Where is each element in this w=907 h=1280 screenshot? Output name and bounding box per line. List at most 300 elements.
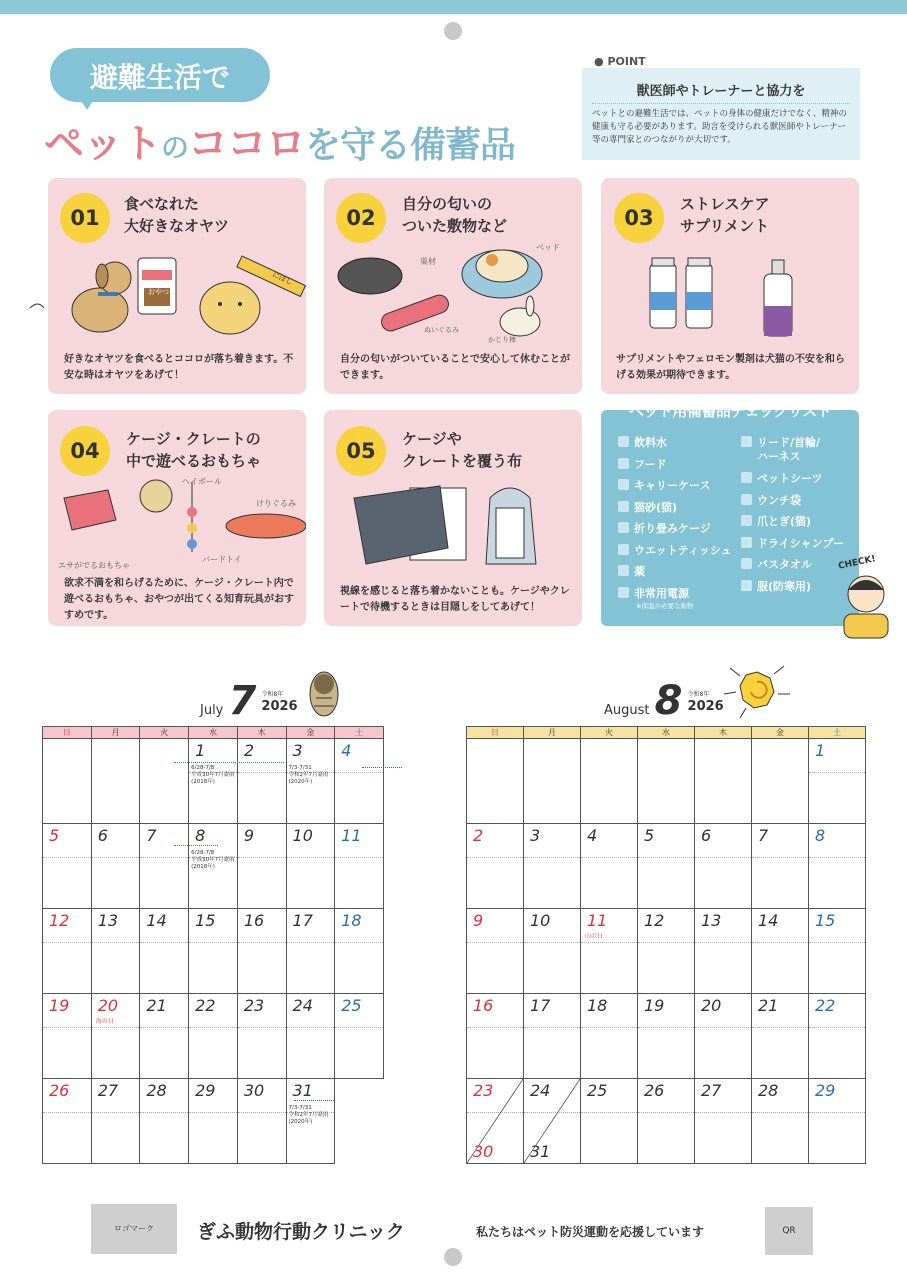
checkbox-icon[interactable]	[618, 522, 629, 533]
card-number: 01	[60, 193, 110, 243]
week-row	[43, 824, 384, 909]
memo-line	[189, 1027, 237, 1028]
treat-toy-icon	[64, 490, 116, 530]
qr-placeholder[interactable]: QR	[765, 1207, 813, 1255]
memo-line	[809, 942, 865, 943]
day-cell[interactable]	[467, 1079, 524, 1164]
card-body: 視線を感じると落ち着かないことも。ケージやクレートで待機するときは目隠しをしてあげて！	[340, 586, 570, 613]
holiday-label: 山の日	[585, 933, 604, 940]
week-row	[467, 909, 866, 994]
checkbox-icon[interactable]	[741, 580, 752, 591]
weekday-thu: 木	[237, 727, 286, 739]
card-title: ケージや クレートを覆う布	[402, 430, 523, 470]
weekday-fri: 金	[286, 727, 335, 739]
title-part-pet: ペット	[44, 121, 161, 167]
day-number: 10	[292, 826, 313, 845]
day-number: 12	[644, 911, 665, 930]
week-row	[43, 1079, 384, 1164]
day-number: 17	[292, 911, 313, 930]
day-cell[interactable]	[43, 994, 92, 1079]
day-number: 27	[701, 1081, 722, 1100]
memo-line	[287, 942, 335, 943]
memo-line	[43, 1027, 91, 1028]
day-cell[interactable]	[286, 739, 335, 824]
day-number: 19	[49, 996, 70, 1015]
day-cell[interactable]	[189, 994, 238, 1079]
day-number: 27	[97, 1081, 119, 1100]
day-number: 8	[195, 826, 206, 845]
checklist-item-label: バスタオル	[757, 558, 812, 571]
day-cell[interactable]	[43, 1079, 92, 1164]
title-bubble-tail	[78, 96, 96, 110]
memo-line	[140, 942, 188, 943]
memo-line	[238, 942, 286, 943]
day-cell[interactable]	[237, 994, 286, 1079]
bedding-illustration	[330, 238, 580, 348]
day-cell[interactable]	[752, 824, 809, 909]
title-part-no: の	[161, 131, 189, 164]
checkbox-icon[interactable]	[618, 544, 629, 555]
disaster-note: 7/3-7/31 令和2年7月豪雨 (2020年)	[288, 765, 329, 785]
memo-line	[752, 1112, 808, 1113]
weekday-header	[467, 727, 866, 739]
day-number: 8	[815, 826, 826, 845]
memo-line	[43, 1112, 91, 1113]
checklist-item[interactable]	[741, 558, 844, 580]
memo-line	[238, 1027, 286, 1028]
checkbox-icon[interactable]	[618, 458, 629, 469]
punch-hole-top	[444, 22, 462, 40]
card-title: ストレスケア サプリメント	[680, 195, 770, 235]
checklist-item[interactable]	[741, 436, 844, 472]
dog-icon	[30, 262, 131, 332]
sun-icon	[724, 660, 790, 722]
checklist-item[interactable]	[741, 472, 844, 494]
memo-line	[43, 942, 91, 943]
weekday-tue: 火	[581, 727, 638, 739]
point-title: 獣医師やトレーナーと協力を	[636, 84, 806, 99]
day-cell[interactable]	[752, 994, 809, 1079]
day-cell[interactable]	[638, 824, 695, 909]
day-cell	[467, 739, 524, 824]
day-number: 6	[97, 826, 108, 845]
memo-line	[581, 1027, 637, 1028]
memo-line	[238, 857, 286, 858]
day-cell[interactable]	[43, 824, 92, 909]
day-number: 5	[49, 826, 60, 845]
hamster-icon	[200, 282, 260, 334]
week-row	[467, 994, 866, 1079]
day-number: 7	[758, 826, 769, 845]
weekday-mon: 月	[524, 727, 581, 739]
memo-line	[752, 1027, 808, 1028]
title-bubble-text: 避難生活で	[89, 61, 230, 94]
day-cell[interactable]	[335, 739, 384, 824]
check-callout: CHECK!	[837, 554, 877, 572]
memo-line	[140, 857, 188, 858]
child-icon	[838, 572, 890, 640]
day-number: 9	[473, 911, 484, 930]
day-cell[interactable]	[91, 1079, 140, 1164]
memo-line	[335, 942, 383, 943]
day-number: 1	[815, 741, 826, 760]
day-cell[interactable]	[752, 909, 809, 994]
checklist-item-label: 爪とぎ(猫)	[757, 515, 812, 528]
checkbox-icon[interactable]	[618, 565, 629, 576]
supplements-illustration	[640, 250, 820, 345]
day-cell[interactable]	[524, 994, 581, 1079]
day-number: 20	[97, 996, 119, 1015]
card-number: 03	[614, 193, 664, 243]
day-cell[interactable]	[638, 1079, 695, 1164]
checklist-item[interactable]	[618, 479, 732, 501]
day-cell	[524, 739, 581, 824]
week-row	[467, 1079, 866, 1164]
day-number: 2	[473, 826, 484, 845]
memo-line	[467, 857, 523, 858]
punch-hole-bottom	[444, 1248, 462, 1266]
day-number: 30	[243, 1081, 265, 1100]
memo-line	[638, 857, 694, 858]
week-row	[43, 739, 384, 824]
supplement-bottle-icon	[686, 258, 712, 328]
day-cell[interactable]	[335, 994, 384, 1079]
checkbox-icon[interactable]	[618, 501, 629, 512]
toys-illustration	[52, 472, 306, 572]
memo-line	[189, 1112, 237, 1113]
week-row	[467, 739, 866, 824]
day-number: 9	[243, 826, 254, 845]
checkbox-icon[interactable]	[741, 472, 752, 483]
day-cell	[752, 739, 809, 824]
day-cell[interactable]	[524, 1079, 581, 1164]
checkbox-icon[interactable]	[741, 494, 752, 505]
day-cell[interactable]	[695, 824, 752, 909]
weekday-wed: 水	[638, 727, 695, 739]
memo-line	[140, 1027, 188, 1028]
day-cell[interactable]	[286, 909, 335, 994]
checkbox-icon[interactable]	[741, 515, 752, 526]
day-cell[interactable]	[809, 739, 866, 824]
bird-toy-icon	[187, 482, 197, 552]
day-cell	[581, 739, 638, 824]
memo-line	[467, 1027, 523, 1028]
day-cell[interactable]	[91, 994, 140, 1079]
memo-line	[752, 857, 808, 858]
spray-bottle-icon	[764, 260, 792, 336]
memo-line	[335, 857, 383, 858]
day-number: 2	[243, 741, 254, 760]
day-cell[interactable]	[237, 909, 286, 994]
day-cell[interactable]	[467, 994, 524, 1079]
checklist-item[interactable]	[618, 436, 732, 458]
day-cell	[695, 739, 752, 824]
checkbox-icon[interactable]	[618, 479, 629, 490]
memo-line	[92, 1112, 140, 1113]
memo-line	[92, 1027, 140, 1028]
memo-line	[92, 857, 140, 858]
memo-line	[335, 1027, 383, 1028]
memo-line	[287, 1027, 335, 1028]
day-cell[interactable]	[43, 909, 92, 994]
checklist-item[interactable]	[741, 494, 844, 516]
day-number: 29	[195, 1081, 216, 1100]
memo-line	[638, 1112, 694, 1113]
day-cell[interactable]	[286, 1079, 335, 1164]
title-part-rest: を守る備蓄品	[305, 125, 516, 166]
day-number: 11	[587, 911, 608, 930]
card-number: 05	[336, 426, 386, 476]
memo-line	[695, 857, 751, 858]
day-number: 13	[97, 911, 119, 930]
era-year: 令和8年	[261, 691, 284, 698]
day-number: 23	[243, 996, 265, 1015]
checklist-item-label: 薬	[634, 565, 645, 578]
card-title: 自分の匂いの ついた敷物など	[402, 195, 508, 235]
memo-line	[809, 857, 865, 858]
page-title	[44, 112, 515, 169]
day-cell[interactable]	[237, 739, 286, 824]
day-number: 6	[701, 826, 712, 845]
day-number: 15	[815, 911, 836, 930]
day-number: 1	[195, 741, 206, 760]
day-cell[interactable]	[140, 824, 189, 909]
weekday-thu: 木	[695, 727, 752, 739]
memo-line	[524, 1027, 580, 1028]
card-title: ケージ・クレートの 中で遊べるおもちゃ	[126, 430, 262, 470]
day-cell[interactable]	[695, 909, 752, 994]
card-number: 02	[336, 193, 386, 243]
cicada-icon	[302, 664, 346, 728]
weekday-header	[43, 727, 384, 739]
day-number: 11	[341, 826, 362, 845]
day-cell[interactable]	[524, 824, 581, 909]
day-cell[interactable]	[91, 824, 140, 909]
checkbox-icon[interactable]	[741, 436, 752, 447]
memo-line	[335, 772, 383, 773]
memo-line	[695, 1027, 751, 1028]
day-number: 18	[587, 996, 608, 1015]
year: 2026	[687, 699, 724, 714]
kick-toy-icon	[226, 514, 306, 538]
day-number: 7	[146, 826, 157, 845]
covered-cage-icon	[354, 486, 466, 564]
day-number: 10	[530, 911, 551, 930]
day-cell[interactable]	[581, 824, 638, 909]
weekday-wed: 水	[189, 727, 238, 739]
memo-line	[189, 942, 237, 943]
day-number: 15	[195, 911, 216, 930]
hay-ball-icon	[140, 480, 172, 512]
covered-birdcage-icon	[486, 488, 536, 564]
day-cell	[140, 739, 189, 824]
day-cell[interactable]	[581, 909, 638, 994]
memo-line	[581, 942, 637, 943]
week-row	[467, 824, 866, 909]
nest-label: 巣材	[420, 257, 436, 266]
checklist-item-label: フード	[634, 457, 667, 471]
day-cell[interactable]	[286, 994, 335, 1079]
checklist-item[interactable]	[618, 501, 732, 523]
day-number: 26	[49, 1081, 70, 1100]
point-label-text: POINT	[607, 55, 646, 68]
top-bar	[0, 0, 907, 14]
week-row	[43, 994, 384, 1079]
day-number: 4	[341, 741, 352, 760]
day-cell[interactable]	[140, 1079, 189, 1164]
checklist-item-label: ウエットティッシュ	[634, 543, 732, 557]
month-number: 8	[654, 678, 683, 724]
day-number: 28	[758, 1081, 779, 1100]
memo-line	[581, 1112, 637, 1113]
day-cell[interactable]	[581, 1079, 638, 1164]
checklist-item[interactable]	[618, 587, 732, 601]
day-number: 31	[530, 1142, 551, 1161]
day-cell[interactable]	[335, 909, 384, 994]
day-cell[interactable]	[809, 994, 866, 1079]
checkbox-icon[interactable]	[741, 537, 752, 548]
day-cell[interactable]	[189, 1079, 238, 1164]
checklist-item-label: 猫砂(猫)	[634, 500, 678, 514]
checklist-item[interactable]	[618, 565, 732, 587]
treat-bag-icon	[138, 258, 176, 314]
day-cell[interactable]	[638, 994, 695, 1079]
day-cell[interactable]	[638, 909, 695, 994]
day-cell[interactable]	[809, 909, 866, 994]
day-number: 5	[644, 826, 655, 845]
day-number: 4	[587, 826, 598, 845]
checklist-item-label: ペットシーツ	[757, 472, 823, 485]
disaster-note: 6/28-7/8 平成30年7月豪雨 (2018年)	[191, 765, 235, 785]
day-cell	[43, 739, 92, 824]
checklist-item[interactable]	[618, 458, 732, 480]
treat-toy-label: エサがでるおもちゃ	[58, 561, 130, 570]
day-cell[interactable]	[237, 824, 286, 909]
checklist-item[interactable]	[741, 515, 844, 537]
day-cell[interactable]	[335, 824, 384, 909]
checklist-item[interactable]	[618, 544, 732, 566]
day-number: 22	[195, 996, 216, 1015]
week-row	[43, 909, 384, 994]
month-name: July	[200, 703, 224, 718]
day-number: 26	[644, 1081, 665, 1100]
memo-line	[287, 857, 335, 858]
disaster-note: 7/3-7/31 令和2年7月豪雨 (2020年)	[288, 1105, 329, 1125]
day-cell[interactable]	[189, 824, 238, 909]
checklist-item[interactable]	[741, 580, 844, 594]
holiday-label: 海の日	[95, 1018, 114, 1025]
day-number: 25	[587, 1081, 608, 1100]
month-name: August	[604, 703, 650, 718]
day-cell[interactable]	[467, 909, 524, 994]
weekday-sun: 日	[43, 727, 92, 739]
memo-line	[809, 1027, 865, 1028]
day-cell[interactable]	[809, 824, 866, 909]
day-cell[interactable]	[524, 909, 581, 994]
checkbox-icon[interactable]	[618, 436, 629, 447]
period-arrow	[174, 762, 284, 763]
point-body: ペットとの避難生活では、ペットの身体の健康だけでなく、精神の健康も守る必要があります。助言を受けられる獣医師やトレーナー等の専門家とのつながりが大切です。	[592, 109, 847, 145]
nest-icon	[338, 258, 402, 294]
day-cell[interactable]	[581, 994, 638, 1079]
day-cell[interactable]	[91, 909, 140, 994]
day-number: 16	[473, 996, 494, 1015]
day-number: 3	[292, 741, 303, 760]
memo-line	[695, 1112, 751, 1113]
day-cell[interactable]	[695, 994, 752, 1079]
card-body: 好きなオヤツを食べるとココロが落ち着きます。不安な時はオヤツをあげて！	[64, 354, 294, 381]
checklist-item-label: 折り畳みケージ	[634, 522, 711, 535]
card-body: 自分の匂いがついていることで安心して休むことができます。	[340, 354, 570, 381]
bird-toy-label: バードトイ	[202, 555, 242, 564]
day-number: 14	[146, 911, 167, 930]
day-cell[interactable]	[286, 824, 335, 909]
weekday-fri: 金	[752, 727, 809, 739]
day-cell[interactable]	[140, 994, 189, 1079]
day-cell[interactable]	[752, 1079, 809, 1164]
paw-icon: ●	[594, 55, 604, 68]
hay-ball-label: ヘイボール	[182, 477, 222, 486]
august-calendar-grid	[466, 738, 866, 1164]
memo-line	[43, 857, 91, 858]
card-body: サプリメントやフェロモン製剤は犬猫の不安を和らげる効果が期待できます。	[616, 354, 845, 381]
checklist-item-label: リード/首輪/ ハーネス	[757, 436, 821, 463]
day-number: 16	[243, 911, 265, 930]
day-number: 24	[530, 1081, 551, 1100]
day-number: 14	[758, 911, 779, 930]
weekday-tue: 火	[140, 727, 189, 739]
day-number: 24	[292, 996, 313, 1015]
day-cell[interactable]	[237, 1079, 286, 1164]
checklist-note: ※保温が必要な動物	[636, 601, 694, 610]
supplement-bottle-icon	[650, 258, 676, 328]
checklist-item[interactable]	[618, 522, 732, 544]
day-cell[interactable]	[809, 1079, 866, 1164]
day-cell[interactable]	[140, 909, 189, 994]
era-year: 令和8年	[687, 691, 710, 698]
day-cell[interactable]	[695, 1079, 752, 1164]
year: 2026	[261, 699, 298, 714]
cage-cover-illustration	[340, 478, 570, 572]
july-header	[200, 678, 298, 724]
memo-line	[238, 772, 286, 773]
checklist-right-column	[741, 436, 844, 594]
day-number: 21	[146, 996, 167, 1015]
memo-line	[140, 1112, 188, 1113]
memo-line	[467, 942, 523, 943]
plush-label: ぬいぐるみ	[424, 326, 459, 334]
day-cell[interactable]	[467, 824, 524, 909]
august-header	[604, 678, 724, 724]
day-cell[interactable]	[189, 739, 238, 824]
day-number: 12	[49, 911, 70, 930]
bed-label: ベッド	[536, 243, 560, 252]
day-number: 30	[473, 1142, 494, 1161]
checklist-item[interactable]	[741, 537, 844, 559]
day-number: 20	[701, 996, 722, 1015]
month-number: 7	[228, 678, 257, 724]
snack-label: にぼし	[271, 270, 294, 287]
checkbox-icon[interactable]	[618, 587, 629, 598]
checklist-title: ペット用備蓄品チェックリスト	[628, 402, 832, 420]
checklist-left-column	[618, 436, 732, 610]
day-cell	[638, 739, 695, 824]
day-number: 19	[644, 996, 665, 1015]
day-number: 17	[530, 996, 551, 1015]
memo-line	[581, 857, 637, 858]
checkbox-icon[interactable]	[741, 558, 752, 569]
day-cell[interactable]	[189, 909, 238, 994]
